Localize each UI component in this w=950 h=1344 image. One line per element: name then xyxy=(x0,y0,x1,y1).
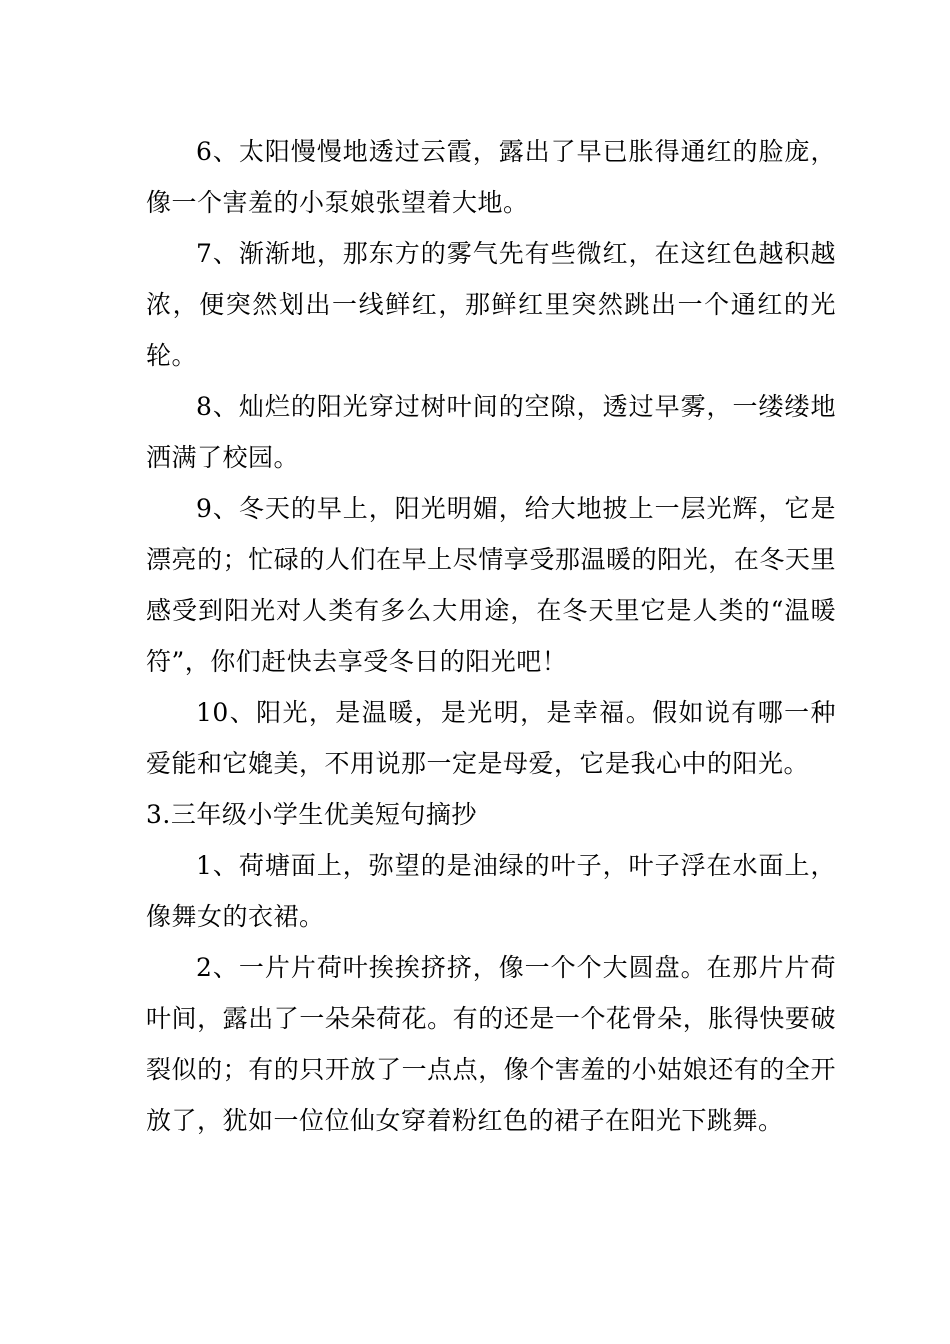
document-body xyxy=(146,126,836,1146)
paragraph-10: 10、阳光，是温暖，是光明，是幸福。假如说有哪一种爱能和它媲美，不用说那一定是母爱，它是我心中的阳光。 xyxy=(146,698,836,778)
paragraph-2: 2、一片片荷叶挨挨挤挤，像一个个大圆盘。在那片片荷叶间，露出了一朵朵荷花。有的还是一个花骨朵，胀得快要破裂似的；有的只开放了一点点，像个害羞的小姑娘还有的全开放了，犹如一位位仙女穿着粉红色的裙子在阳光下跳舞。 xyxy=(146,953,836,1135)
paragraph-1: 1、荷塘面上，弥望的是油绿的叶子，叶子浮在水面上，像舞女的衣裙。 xyxy=(146,851,836,931)
paragraph-6: 6、太阳慢慢地透过云霞，露出了早已胀得通红的脸庞，像一个害羞的小泵娘张望着大地。 xyxy=(146,137,836,217)
paragraph-7: 7、渐渐地，那东方的雾气先有些微红，在这红色越积越浓，便突然划出一线鲜红，那鲜红里突然跳出一个通红的光轮。 xyxy=(146,239,836,370)
section-heading: 3.三年级小学生优美短句摘抄 xyxy=(146,800,477,829)
paragraph-8: 8、灿烂的阳光穿过树叶间的空隙，透过早雾，一缕缕地洒满了校园。 xyxy=(146,392,836,472)
paragraph-9: 9、冬天的早上，阳光明媚，给大地披上一层光辉，它是漂亮的；忙碌的人们在早上尽情享受那温暖的阳光，在冬天里感受到阳光对人类有多么大用途，在冬天里它是人类的“温暖符”，你们赶快去享受冬日的阳光吧！ xyxy=(146,494,836,676)
